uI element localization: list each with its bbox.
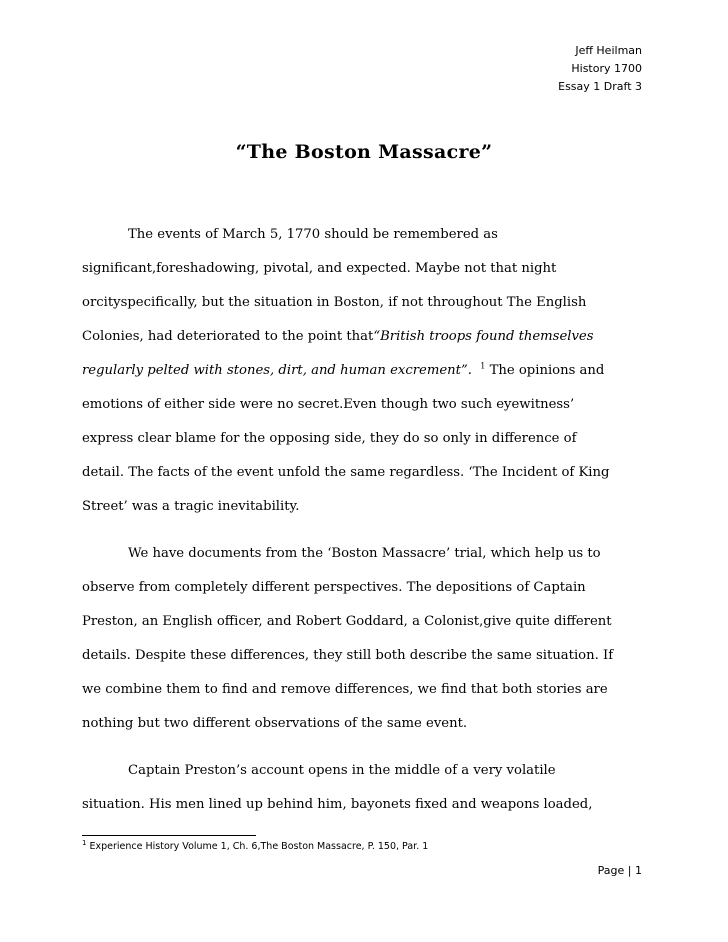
essay-title: “The Boston Massacre” xyxy=(235,141,493,163)
paragraph-2 xyxy=(82,546,642,750)
assignment-name: Essay 1 Draft 3 xyxy=(558,80,642,93)
paragraph-line xyxy=(82,363,642,397)
page-number: Page | 1 xyxy=(597,864,642,877)
footnote-marker: 1 xyxy=(82,838,87,847)
line-text: The opinions and xyxy=(485,363,605,378)
paragraph-line xyxy=(82,329,642,363)
paragraph-line: Captain Preston’s account opens in the middle of a very volatile xyxy=(128,763,556,778)
footnote-text: Experience History Volume 1, Ch. 6,The Boston Massacre, P. 150, Par. 1 xyxy=(86,841,429,852)
paragraph-line: significant,foreshadowing, pivotal, and expected. Maybe not that night xyxy=(82,261,557,276)
footnote-reference: 1 xyxy=(480,361,486,371)
paragraph-line: We have documents from the ‘Boston Massacre’ trial, which help us to xyxy=(128,546,601,561)
quote-text: regularly pelted with stones, dirt, and human excrement”. xyxy=(82,363,472,378)
line-text: Colonies, had deteriorated to the point that xyxy=(82,329,374,344)
paragraph-line: orcityspecifically, but the situation in Boston, if not throughout The English xyxy=(82,295,587,310)
paragraph-line: emotions of either side were no secret.Even though two such eyewitness’ xyxy=(82,397,575,412)
quote-text: “British troops found themselves xyxy=(373,329,594,344)
paragraph-line: we combine them to find and remove differences, we find that both stories are xyxy=(82,682,608,697)
author-name: Jeff Heilman xyxy=(575,44,642,57)
paragraph-line: situation. His men lined up behind him, bayonets fixed and weapons loaded, xyxy=(82,797,593,812)
essay-body xyxy=(82,227,642,831)
paragraph-1 xyxy=(82,227,642,533)
paragraph-line: nothing but two different observations of the same event. xyxy=(82,716,468,731)
paragraph-line: details. Despite these differences, they still both describe the same situation. If xyxy=(82,648,614,663)
header-block xyxy=(558,42,642,96)
course-name: History 1700 xyxy=(571,62,642,75)
paragraph-3 xyxy=(82,763,642,831)
footnote xyxy=(82,840,428,854)
footnote-separator xyxy=(82,835,256,836)
paragraph-line: detail. The facts of the event unfold the same regardless. ‘The Incident of King xyxy=(82,465,610,480)
paragraph-line: express clear blame for the opposing side, they do so only in difference of xyxy=(82,431,577,446)
paragraph-line: Street’ was a tragic inevitability. xyxy=(82,499,300,514)
paragraph-line: observe from completely different perspectives. The depositions of Captain xyxy=(82,580,586,595)
paragraph-line: Preston, an English officer, and Robert Goddard, a Colonist,give quite different xyxy=(82,614,612,629)
paragraph-line: The events of March 5, 1770 should be remembered as xyxy=(128,227,498,242)
